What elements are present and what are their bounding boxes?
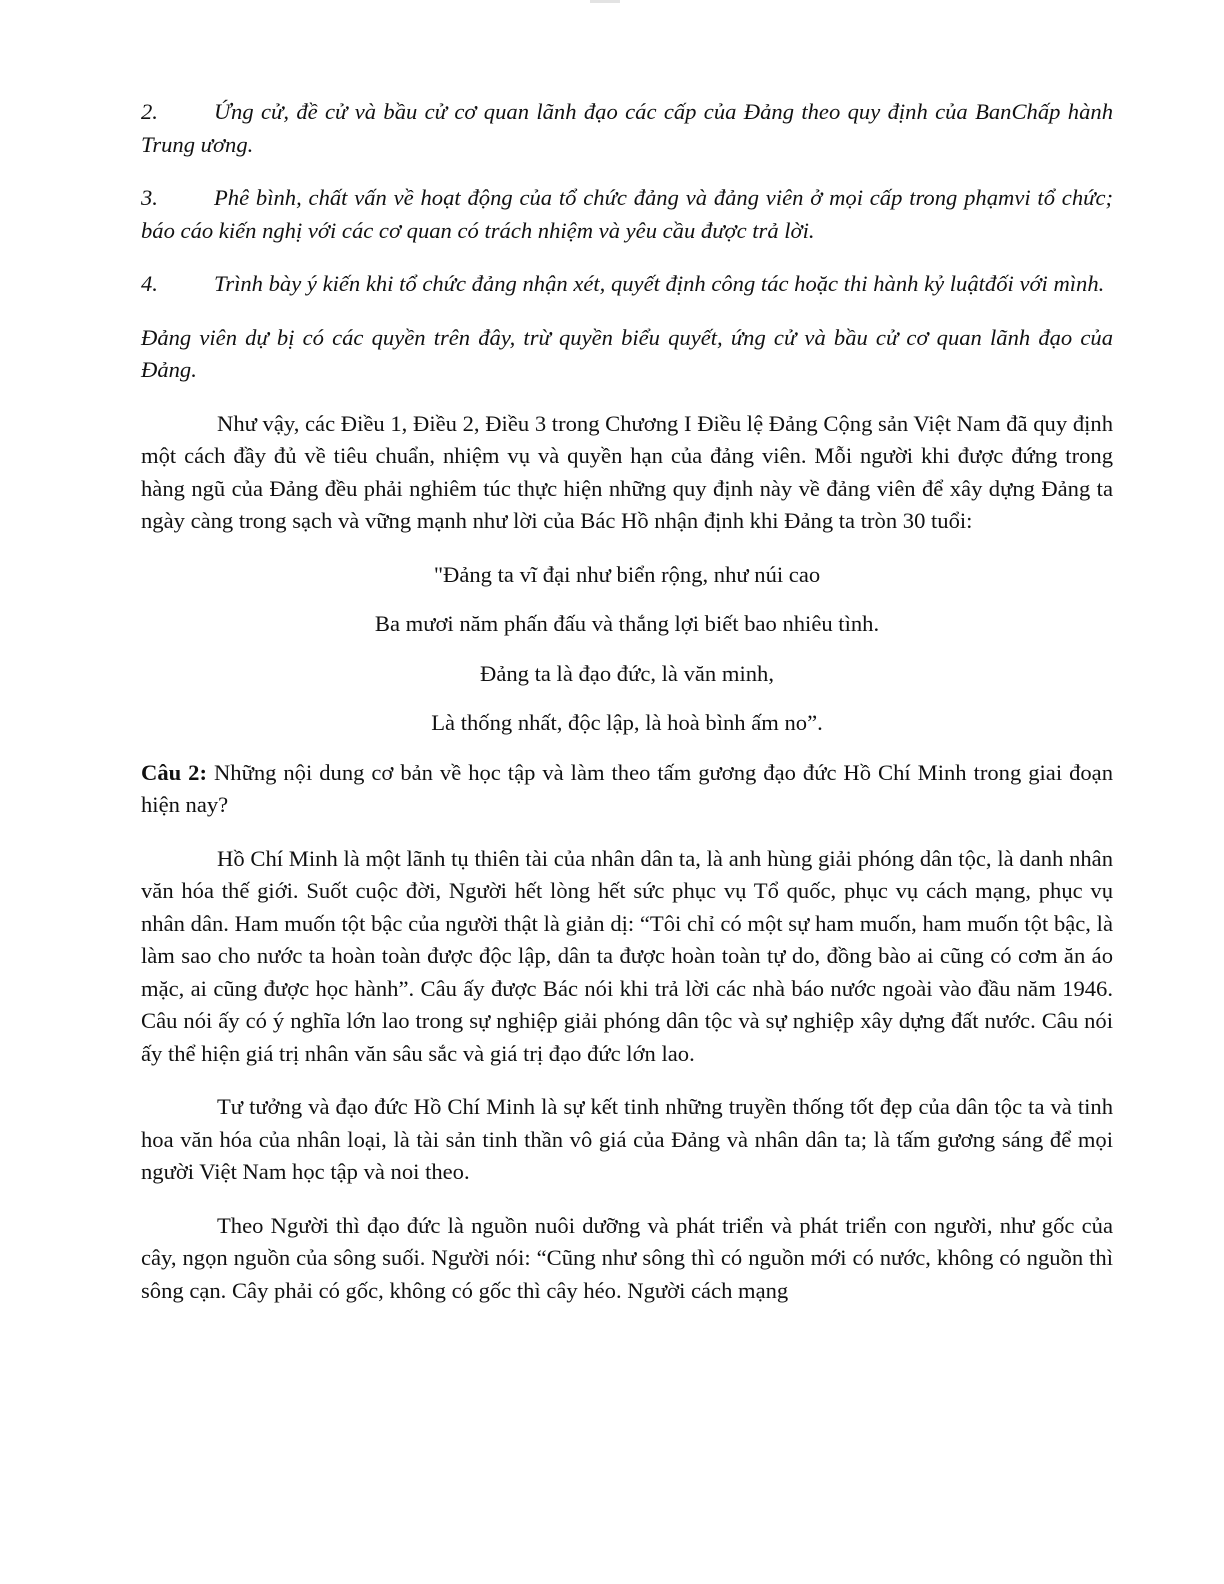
list-item-text: Phê bình, chất vấn về hoạt động của tổ chức đảng và đảng viên ở mọi cấp trong phạmvi tổ chức; báo cáo kiến nghị với các cơ quan có trách nhiệm và yêu cầu được trả lời. [141, 185, 1113, 243]
paragraph: Tư tưởng và đạo đức Hồ Chí Minh là sự kết tinh những truyền thống tốt đẹp của dân tộc ta và tinh hoa văn hóa của nhân loại, là tài sản tinh thần vô giá của Đảng và nhân dân ta; là tấm gương sáng để mọi người Việt Nam học tập và noi theo. [141, 1094, 1113, 1184]
page-header-mark [590, 0, 620, 3]
poem-quote [141, 559, 1113, 740]
poem-line: "Đảng ta vĩ đại như biển rộng, như núi cao [433, 561, 821, 587]
list-item-number: 3. [141, 185, 158, 210]
list-item [141, 182, 1113, 247]
list-item-text: Ứng cử, đề cử và bầu cử cơ quan lãnh đạo các cấp của Đảng theo quy định của BanChấp hành Trung ương. [141, 99, 1113, 157]
poem-line: Là thống nhất, độc lập, là hoà bình ấm no”. [431, 710, 823, 735]
list-item [141, 268, 1113, 301]
probationary-member-note: Đảng viên dự bị có các quyền trên đây, trừ quyền biểu quyết, ứng cử và bầu cử cơ quan lãnh đạo của Đảng. [141, 324, 1113, 382]
question-text: Những nội dung cơ bản về học tập và làm theo tấm gương đạo đức Hồ Chí Minh trong giai đoạn hiện nay? [141, 759, 1113, 817]
paragraph: Hồ Chí Minh là một lãnh tụ thiên tài của nhân dân ta, là anh hùng giải phóng dân tộc, là danh nhân văn hóa thế giới. Suốt cuộc đời, Người hết lòng hết sức phục vụ Tổ quốc, phục vụ cách mạng, phục vụ nhân dân. Ham muốn tột bậc của người thật là giản dị: “Tôi chỉ có một sự ham muốn, ham muốn tột bậc, là làm sao cho nước ta hoàn toàn được độc lập, dân ta được hoàn toàn tự do, đồng bào ai cũng có cơm ăn áo mặc, ai cũng được học hành”. Câu ấy được Bác nói khi trả lời các nhà báo nước ngoài vào đầu năm 1946. Câu nói ấy có ý nghĩa lớn lao trong sự nghiệp giải phóng dân tộc và sự nghiệp xây dựng đất nước. Câu nói ấy thể hiện giá trị nhân văn sâu sắc và giá trị đạo đức lớn lao. [141, 845, 1113, 1066]
poem-line: Đảng ta là đạo đức, là văn minh, [480, 660, 774, 686]
list-item-text: Trình bày ý kiến khi tổ chức đảng nhận xét, quyết định công tác hoặc thi hành kỷ luậtđối với mình. [214, 271, 1105, 296]
question-heading [141, 757, 1113, 822]
list-item [141, 96, 1113, 161]
paragraph: Theo Người thì đạo đức là nguồn nuôi dưỡng và phát triển và phát triển con người, như gốc của cây, ngọn nguồn của sông suối. Người nói: “Cũng như sông thì có nguồn mới có nước, không có nguồn thì sông cạn. Cây phải có gốc, không có gốc thì cây héo. Người cách mạng [141, 1212, 1113, 1303]
list-item-number: 4. [141, 271, 158, 296]
question-label: Câu 2: [141, 759, 207, 785]
paragraph: Như vậy, các Điều 1, Điều 2, Điều 3 trong Chương I Điều lệ Đảng Cộng sản Việt Nam đã quy định một cách đầy đủ về tiêu chuẩn, nhiệm vụ và quyền hạn của đảng viên. Mỗi người khi được đứng trong hàng ngũ của Đảng đều phải nghiêm túc thực hiện những quy định này về đảng viên để xây dựng Đảng ta ngày càng trong sạch và vững mạnh như lời của Bác Hồ nhận định khi Đảng ta tròn 30 tuổi: [141, 410, 1113, 533]
list-item-number: 2. [141, 99, 158, 124]
poem-line: Ba mươi năm phấn đấu và thắng lợi biết bao nhiêu tình. [374, 611, 880, 636]
document-page [141, 96, 1113, 1328]
